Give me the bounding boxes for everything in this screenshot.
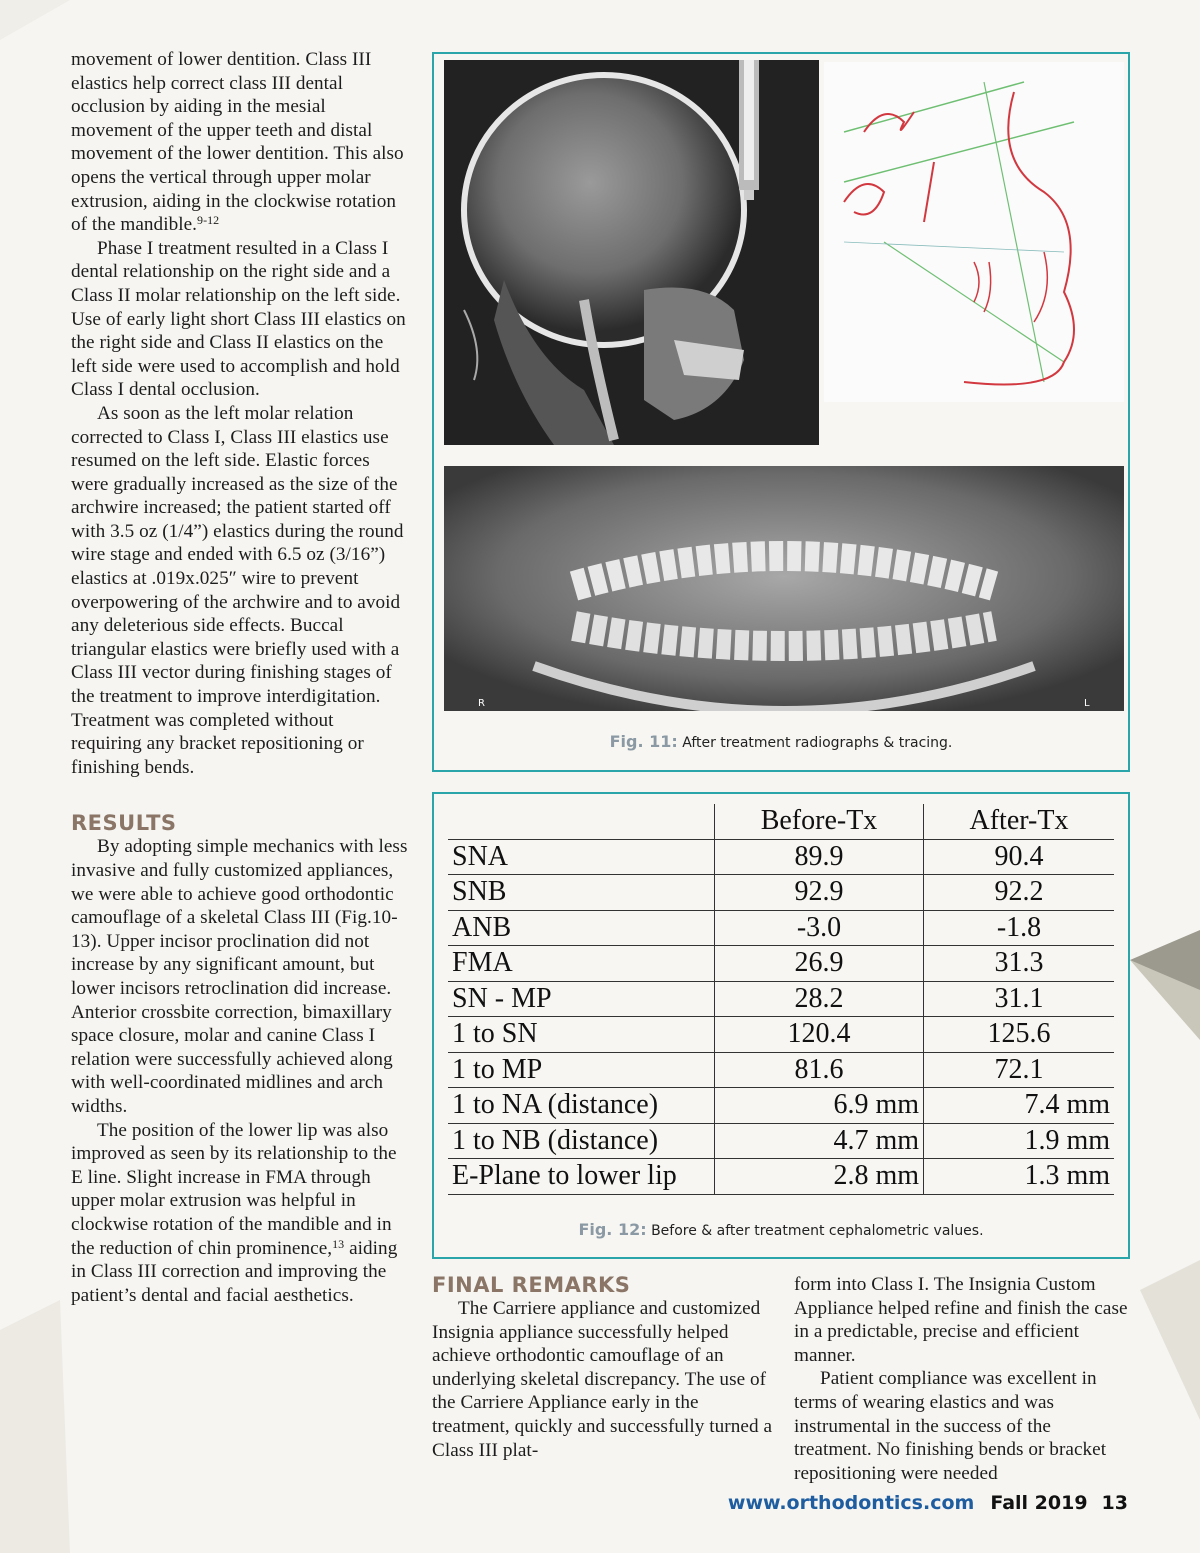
measure-cell: 1 to MP bbox=[448, 1052, 715, 1088]
measure-cell: E-Plane to lower lip bbox=[448, 1159, 715, 1195]
body-paragraph: As soon as the left molar relation corrected to Class I, Class III elastics use resumed on the left side. Elastic forces were gradually increased as the size of the archwire increased; the patient started off with 3.5 oz (1/4”) elastics during the round wire stage and ended with 6.5 oz (3/16”) elastics at .019x.025″ wire to prevent overpowering of the archwire and to avoid any deleterious side effects. Buccal triangular elastics were briefly used with a Class III vector during finishing stages of the treatment to improve interdigitation. Treatment was completed without requiring any bracket repositioning or finishing bends. bbox=[71, 402, 404, 778]
figure-11 bbox=[432, 52, 1130, 772]
table-row bbox=[448, 1123, 1114, 1159]
before-value-cell: 81.6 bbox=[715, 1052, 924, 1088]
results-heading: RESULTS bbox=[71, 811, 177, 836]
table-row bbox=[448, 875, 1114, 911]
before-value-cell: 4.7 mm bbox=[715, 1123, 924, 1159]
before-value-cell: 89.9 bbox=[715, 839, 924, 875]
measure-cell bbox=[448, 804, 715, 839]
page-footer bbox=[728, 1492, 1128, 1514]
before-value-cell: 6.9 mm bbox=[715, 1088, 924, 1124]
measure-cell: 1 to NB (distance) bbox=[448, 1123, 715, 1159]
before-value-cell: 2.8 mm bbox=[715, 1159, 924, 1195]
measure-cell: ANB bbox=[448, 910, 715, 946]
website-link[interactable]: www.orthodontics.com bbox=[727, 1492, 975, 1514]
body-paragraph: By adopting simple mechanics with less invasive and fully customized appliances, we were able to achieve good orthodontic camouflage of a skeletal Class III (Fig.10-13). Upper incisor proclination did not increase by any significant amount, but lower incisors retroclination did increase. Anterior crossbite correction, bimaxillary space closure, molar and canine Class I relation were successfully achieved along with well-coordinated midlines and arch widths. bbox=[71, 836, 408, 1117]
after-value-cell: -1.8 bbox=[924, 910, 1115, 946]
measure-cell: SNB bbox=[448, 875, 715, 911]
figure-12 bbox=[432, 792, 1130, 1259]
svg-text:L: L bbox=[1084, 698, 1090, 709]
table-row bbox=[448, 910, 1114, 946]
final-remarks-heading: FINAL REMARKS bbox=[432, 1273, 631, 1297]
final-remarks-column-1 bbox=[432, 1273, 772, 1462]
measure-cell: SN - MP bbox=[448, 981, 715, 1017]
page-number: 13 bbox=[1101, 1492, 1128, 1514]
after-value-cell: 7.4 mm bbox=[924, 1088, 1115, 1124]
body-paragraph: form into Class I. The Insignia Custom Appliance helped refine and finish the case in a predictable, precise and efficient manner. bbox=[794, 1274, 1128, 1366]
measure-cell: SNA bbox=[448, 839, 715, 875]
after-value-cell: 31.3 bbox=[924, 946, 1115, 982]
before-value-cell: -3.0 bbox=[715, 910, 924, 946]
cephalometric-radiograph bbox=[444, 60, 819, 445]
table-row bbox=[448, 1052, 1114, 1088]
left-column bbox=[71, 48, 409, 1307]
cephalometric-tracing bbox=[824, 62, 1124, 402]
body-paragraph: The Carriere appliance and customized Insignia appliance successfully helped achieve orthodontic camouflage of an underlying skeletal discrepancy. The use of the Carriere Appliance early in the treatment, quickly and successfully turned a Class III plat- bbox=[432, 1298, 773, 1461]
measure-cell: 1 to SN bbox=[448, 1017, 715, 1053]
after-value-cell: 72.1 bbox=[924, 1052, 1115, 1088]
measure-cell: 1 to NA (distance) bbox=[448, 1088, 715, 1124]
measure-cell: FMA bbox=[448, 946, 715, 982]
body-paragraph: Phase I treatment resulted in a Class I dental relationship on the right side and a Class II molar relationship on the left side. Use of early light short Class III elastics on the right side and Class II elastics on the left side were used to accomplish and hold Class I dental occlusion. bbox=[71, 237, 406, 401]
after-value-cell: After-Tx bbox=[924, 804, 1115, 839]
figure-12-caption: Fig. 12: Before & after treatment cephalometric values. bbox=[578, 1220, 984, 1239]
table-row bbox=[448, 839, 1114, 875]
after-value-cell: 90.4 bbox=[924, 839, 1115, 875]
body-paragraph: Patient compliance was excellent in terms of wearing elastics and was instrumental in the success of the treatment. No finishing bends or bracket repositioning were needed bbox=[794, 1368, 1107, 1484]
after-value-cell: 1.3 mm bbox=[924, 1159, 1115, 1195]
final-remarks-column-2 bbox=[794, 1273, 1130, 1485]
svg-text:R: R bbox=[478, 698, 485, 709]
before-value-cell: 120.4 bbox=[715, 1017, 924, 1053]
before-value-cell: 26.9 bbox=[715, 946, 924, 982]
after-value-cell: 125.6 bbox=[924, 1017, 1115, 1053]
cephalometric-table bbox=[448, 804, 1114, 1195]
table-row bbox=[448, 1159, 1114, 1195]
table-row bbox=[448, 1088, 1114, 1124]
after-value-cell: 31.1 bbox=[924, 981, 1115, 1017]
table-row bbox=[448, 981, 1114, 1017]
before-value-cell: 92.9 bbox=[715, 875, 924, 911]
after-value-cell: 1.9 mm bbox=[924, 1123, 1115, 1159]
issue-label: Fall 2019 bbox=[990, 1492, 1088, 1514]
panoramic-radiograph bbox=[444, 466, 1124, 711]
table-header-row bbox=[448, 804, 1114, 839]
body-paragraph: The position of the lower lip was also improved as seen by its relationship to the E line. Slight increase in FMA through upper molar extrusion was helpful in clockwise rotation of the mandible and in the reduction of chin prominence,$^{13}$ aiding in Class III correction and improving the patient’s dental and facial aesthetics. bbox=[71, 1119, 398, 1306]
after-value-cell: 92.2 bbox=[924, 875, 1115, 911]
figure-11-caption: Fig. 11: After treatment radiographs & tracing. bbox=[609, 732, 953, 751]
table-row bbox=[448, 946, 1114, 982]
table-row bbox=[448, 1017, 1114, 1053]
before-value-cell: Before-Tx bbox=[715, 804, 924, 839]
before-value-cell: 28.2 bbox=[715, 981, 924, 1017]
body-paragraph: movement of lower dentition. Class III elastics help correct class III dental occlusion by aiding in the mesial movement of the upper teeth and distal movement of the lower dentition. This also opens the vertical through upper molar extrusion, aiding in the clockwise rotation of the mandible.$^{9-12}$ bbox=[71, 49, 404, 236]
